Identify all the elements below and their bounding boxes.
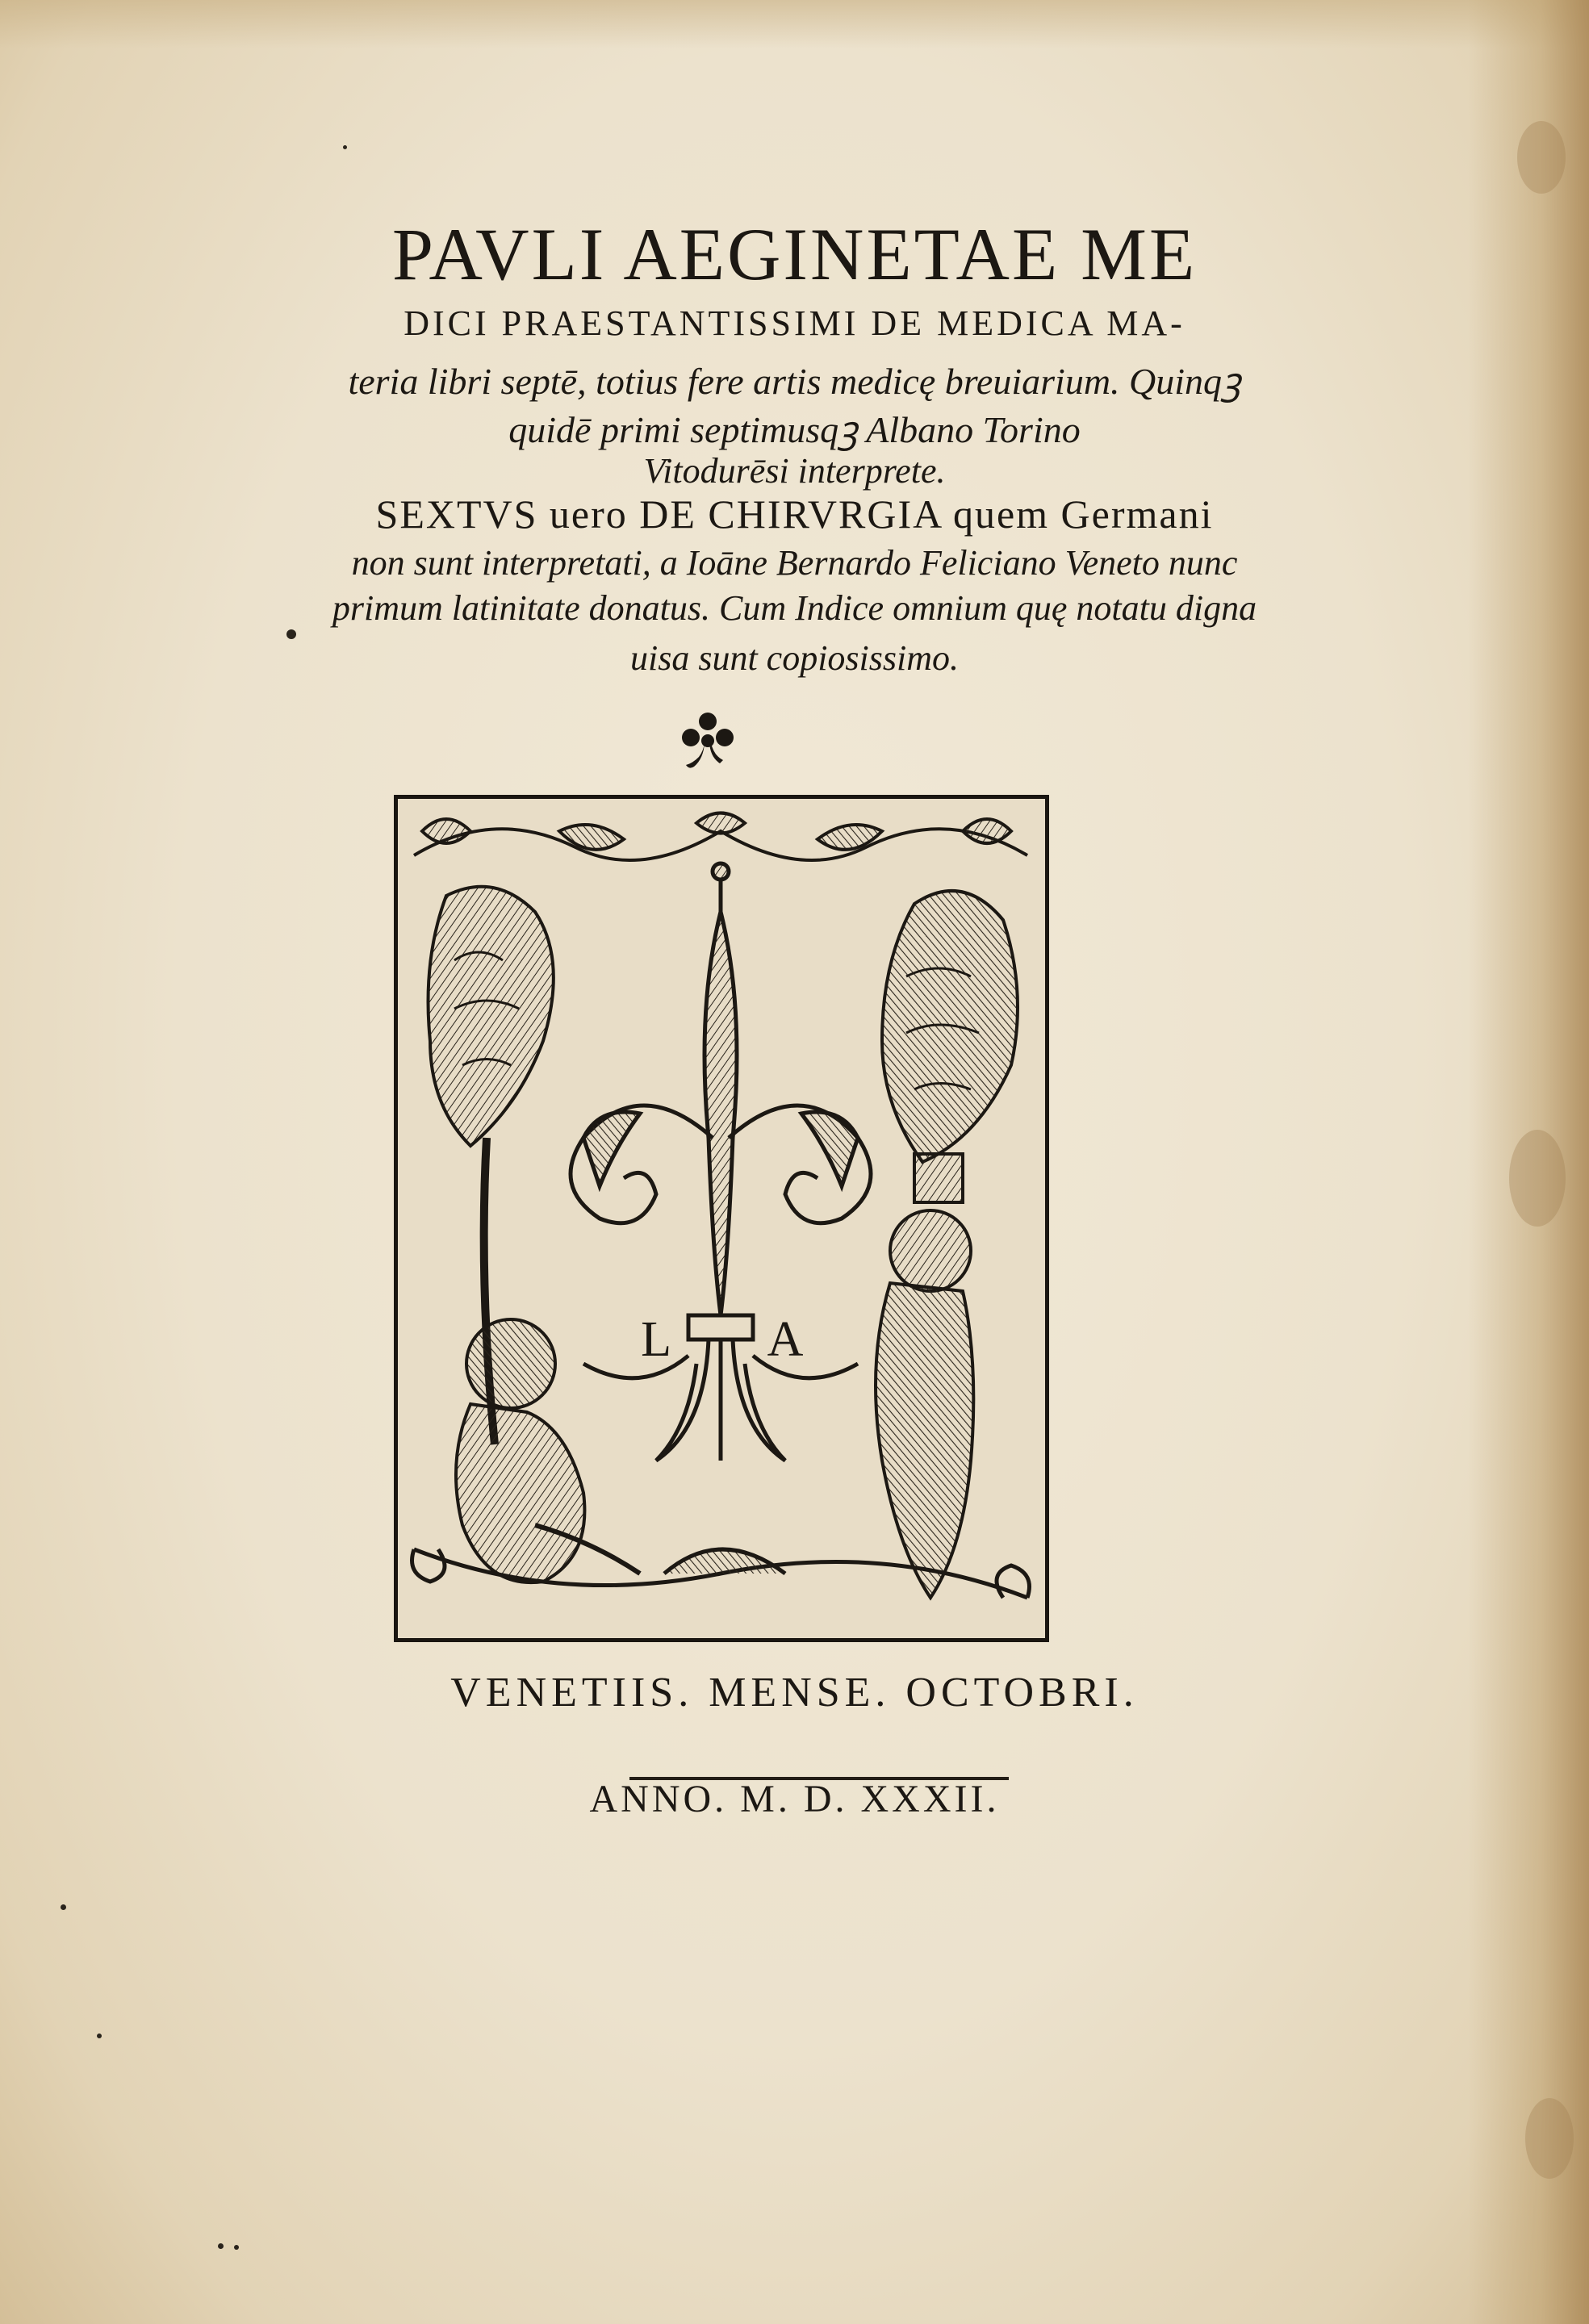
title-line-1: PAVLI AEGINETAE ME [391,213,1198,295]
title-line-4: quidē primi septimusqꝫ Albano Torino [508,409,1081,450]
ink-speck [61,1904,66,1910]
title-line-2: DICI PRAESTANTISSIMI DE MEDICA MA- [404,303,1185,343]
title-line-9: uisa sunt copiosissimo. [629,638,960,678]
ink-speck [343,145,347,149]
device-initial-left: L [641,1312,671,1367]
ink-speck [218,2243,224,2249]
foxing-stain [1509,1130,1566,1227]
garland-ribbon [414,813,1027,861]
fleur-de-lis [571,863,871,1461]
paper-edge-top [0,0,1589,48]
imprint-place-date: VENETIIS. MENSE. OCTOBRI. [450,1670,1139,1716]
title-line-7: non sunt interpretati, a Ioāne Bernardo Feliciano Veneto nunc [351,543,1238,583]
title-line-8: primum latinitate donatus. Cum Indice omnium quę notatu digna [332,588,1257,628]
printers-device-woodcut [394,795,1049,1642]
right-putto [876,1210,973,1598]
foxing-stain [1517,121,1566,194]
foxing-stain [1525,2098,1574,2179]
woodcut-illustration [398,799,1045,1638]
title-line-3: teria libri septē, totius fere artis medicę breuiarium. Quinqꝫ [348,361,1241,402]
title-line-5: Vitodurēsi interprete. [643,451,946,491]
right-foliage [882,891,1018,1202]
fleuron-ornament-icon [671,710,744,775]
device-initial-right: A [767,1312,804,1367]
ink-speck [234,2245,239,2250]
imprint-year: ANNO. M. D. XXXII. [589,1778,1000,1820]
title-line-6: SEXTVS uero DE CHIRVRGIA quem Germani [375,491,1214,537]
ink-speck [97,2034,102,2038]
left-putto [456,1319,640,1582]
